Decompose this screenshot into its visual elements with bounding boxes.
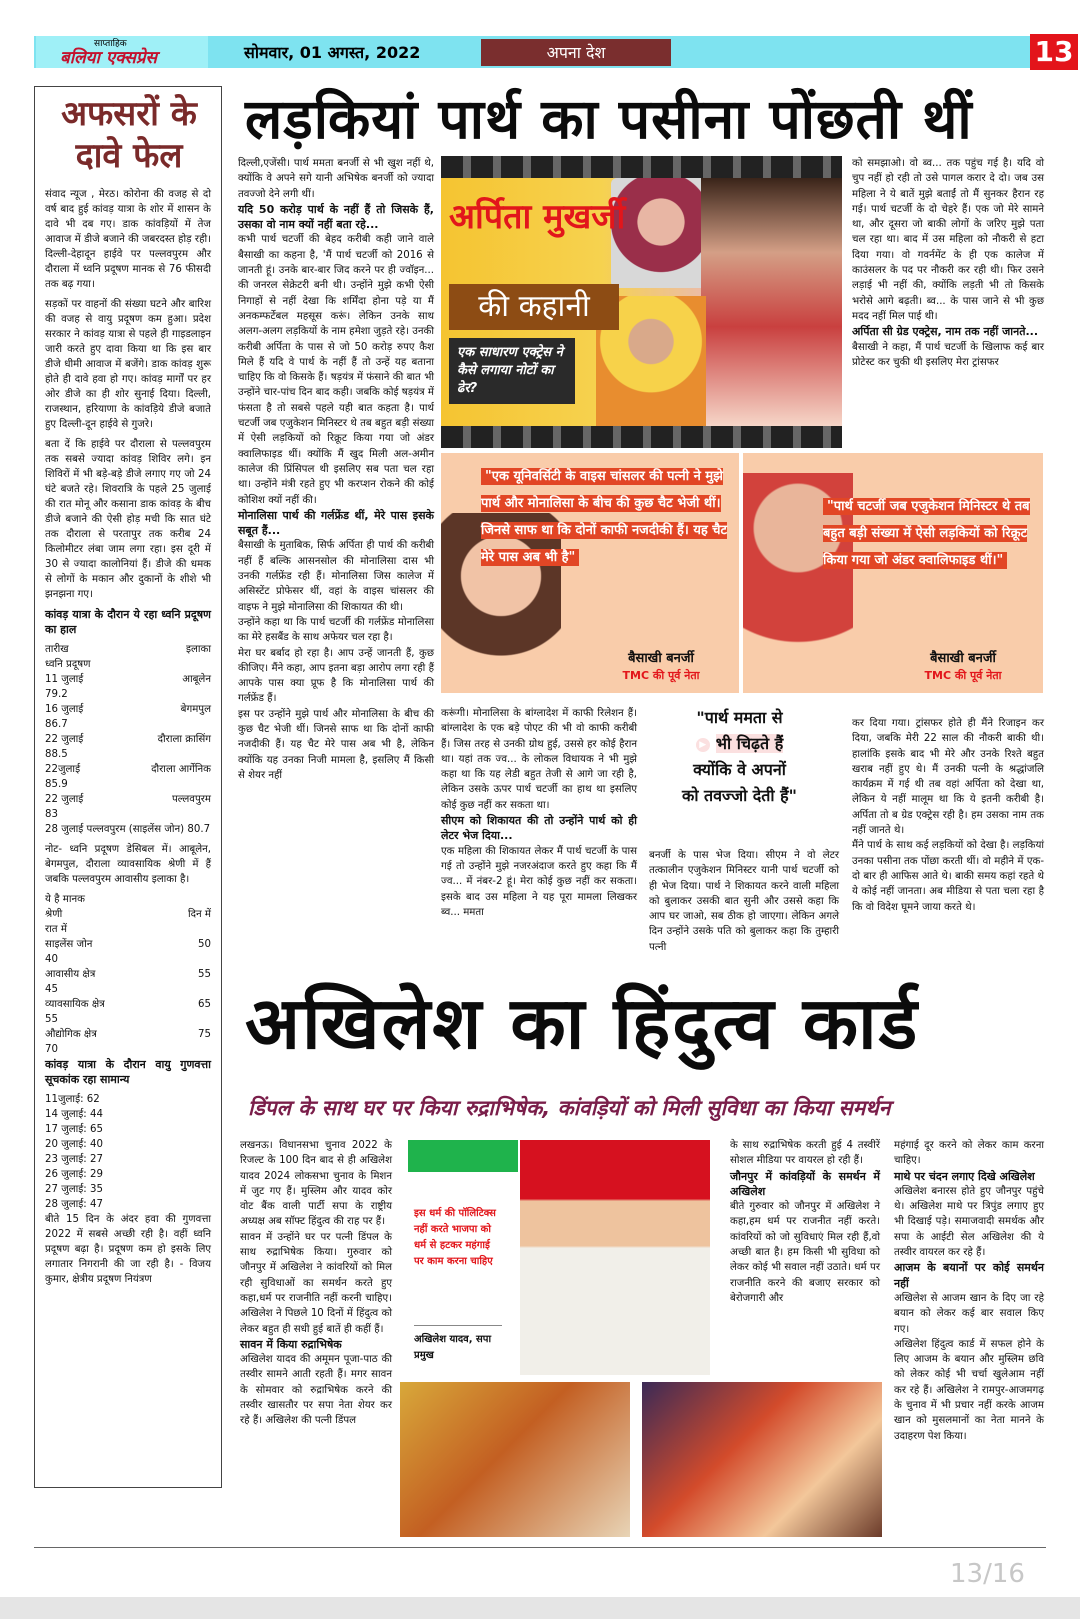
subheading: माथे पर चंदन लगाए दिखे अखिलेश [894, 1169, 1035, 1183]
quote-author-title: TMC की पूर्व नेता [622, 669, 700, 682]
quote-author: बैसाखी बनर्जी [628, 651, 694, 666]
paragraph: कभी पार्थ चटर्जी की बेहद करीबी कही जाने वाले बैसाखी का कहना है, 'मैं पार्थ चटर्जी को 2016 से जानती हूं। उनके बार-बार जिद करने पर ही ज्वॉइन... की जनरल सेक्रेटरी बनी थी। उन्होंने मुझे कभी ऐसी निगाहों से नहीं देखा कि शर्मिंदा होना पड़े या मैं अनकम्फर्टेबल महसूस करूं। लेकिन उनके साथ अलग-अलग लड़कियों के नाम हमेशा जुड़ते रहे। उनकी करीबी अर्पिता के पास से जो 50 करोड़ रुपए कैश मिले हैं यदि वे पार्थ के नहीं हैं तो उन्हें यह बताना चाहिए कि वो किसके हैं। षड़यंत्र में फंसाने की बात भी उन्होंने चार-पांच दिन बाद कही। जबकि कोई षड़यंत्र में फंसता है तो सबसे पहले यही बात कहता है। पार्थ चटर्जी जब एजुकेशन मिनिस्टर थे तब बहुत बड़ी संख्या में ऐसी लड़कियों को रिक्रूट किया गया जो अंडर क्वालिफाइड थीं। क्योंकि मैं खुद मिली अल-अमीन कालेज की प्रिंसिपल थी इसलिए सब पता चल रहा था। उन्होंने मंत्री रहते हुए भी करप्शन रोकने की कोई कोशिश क्यों नहीं की। [238, 234, 434, 506]
quote-line [647, 731, 832, 757]
subheading: जौनपुर में कांवड़ियों के समर्थन में अखिलेश [730, 1169, 880, 1198]
feature-name: अर्पिता मुखर्जी [449, 197, 626, 237]
quote-line: "पार्थ ममता से [696, 708, 783, 727]
page-number: 13 [1030, 34, 1078, 70]
paragraph: एक महिला की शिकायत लेकर मैं पार्थ चटर्जी के पास गई तो उन्होंने मुझे नजरअंदाज करते हुए कहा कि मैं ज्व... में नंबर-2 हूं। मेरा कोई कुछ नहीं कर सकता। इसके बाद उस महिला ने यह पूरा मामला लिखकर ब्व... ममता [441, 845, 637, 918]
paragraph: अखिलेश हिंदुत्व कार्ड में सफल होने के लिए आजम के बयान और मुस्लिम छवि को लेकर कोई भी चर्चा खुलेआम नहीं कर रहे हैं। अखिलेश ने रामपुर-आजमगढ़ के चुनाव में भी प्रचार नहीं करके आजम खान को मुसलमानों का नेता मानने के उदाहरण पेश किया। [894, 1338, 1044, 1442]
subheading: मोनालिसा पार्थ की गर्लफ्रेंड थीं, मेरे पास इसके सबूत हैं... [238, 508, 434, 538]
sidebar-paragraph: संवाद न्यूज , मेरठ। कोरोना की वजह से दो वर्ष बाद हुई कांवड़ यात्रा के शोर में शासन के दावे भी दब गए। डाक कांवड़ियों में तेज आवाज में डीजे बजाने की जबरदस्त होड़ रही। दिल्ली-देहादून हाईवे पर पल्लवपुरम और दौराला में ध्वनि प्रदूषण मानक से 76 फीसदी तक बढ़ गया। [45, 189, 211, 290]
masthead [34, 35, 1074, 68]
masthead-logo [36, 36, 208, 68]
play-icon: ▶ [696, 738, 710, 752]
table-cell: 65 [198, 999, 211, 1010]
table-row [45, 702, 211, 717]
table-cell: 45 [45, 984, 58, 995]
quote-text [481, 463, 731, 571]
table-cell: पल्लवपुरम [172, 794, 211, 805]
paragraph: बैसाखी ने कहा, मैं पार्थ चटर्जी के खिलाफ कई बार प्रोटेस्ट कर चुकी थी इसलिए मेरा ट्रांसफर [852, 341, 1044, 368]
table-header-cell: ध्वनि प्रदूषण [45, 659, 91, 670]
table-cell: 22 जुलाई [45, 794, 84, 805]
table-cell: दौराला आर्गेनिक [151, 764, 211, 775]
table-cell: 22 जुलाई [45, 734, 84, 745]
akhilesh-photo [520, 1140, 710, 1375]
table-row: 28 जुलाई पल्लवपुरम (साइलेंस जोन) 80.7 [45, 824, 211, 835]
quote-text [823, 493, 1038, 574]
paragraph: लखनऊ। विधानसभा चुनाव 2022 के रिजल्ट के 100 दिन बाद से ही अखिलेश यादव 2024 लोकसभा चुनाव के मिशन में जुट गए हैं। मुस्लिम और यादव कोर वोट बैंक वाली पार्टी सपा के राष्ट्रीय अध्यक्ष अब सॉफ्ट हिंदुत्व की राह पर हैं। [240, 1140, 392, 1228]
subheading: यदि 50 करोड़ पार्थ के नहीं हैं तो जिसके हैं, उसका वो नाम क्यों नहीं बता रहे... [238, 202, 434, 232]
pull-quote-2 [743, 453, 1043, 693]
story2-headline: अखिलेश का हिंदुत्व कार्ड [245, 981, 920, 1065]
feature-subtitle: एक साधारण एक्ट्रेस ने कैसे लगाया नोटों का ढेर? [449, 338, 575, 404]
feature-title: की कहानी [449, 284, 619, 330]
issue-date: सोमवार, 01 अगस्त, 2022 [244, 43, 421, 62]
story1-column-2 [441, 706, 637, 920]
paragraph: इस पर उन्होंने मुझे पार्थ और मोनालिसा के बीच की कुछ चैट भेजी थीं। जिनसे साफ था कि दोनों काफी नजदीकी हैं। यह चैट मेरे पास अब भी है, लेकिन क्योंकि यह उनका निजी मामला है, इसलिए मैं किसी से शेयर नहीं [238, 708, 434, 781]
viewer-bottom-bar [0, 1597, 1080, 1619]
quote-author: बैसाखी बनर्जी [930, 651, 996, 666]
table-header-cell: तारीख [45, 644, 69, 655]
arpita-feature-image [441, 156, 842, 448]
logo-title: बलिया एक्सप्रेस [60, 48, 158, 68]
table-cell: 88.5 [45, 749, 68, 760]
story2-column-3 [730, 1138, 880, 1306]
table-cell: व्यावसायिक क्षेत्र [45, 999, 105, 1010]
table-row [45, 672, 211, 687]
sidebar-subheading: कांवड़ यात्रा के दौरान वायु गुणवत्ता सूचकांक रहा सामान्य [45, 1058, 211, 1086]
standards-title: ये है मानक [45, 894, 86, 905]
pull-quote-1 [441, 453, 739, 693]
table-row [45, 997, 211, 1012]
list-item: 26 जुलाई: 29 [45, 1169, 103, 1180]
subheading: सावन में किया रुद्राभिषेक [240, 1337, 342, 1351]
story1-column-5 [852, 716, 1044, 915]
list-item: 28 जुलाई: 47 [45, 1199, 103, 1210]
quote-line: क्योंकि वे अपनों [693, 760, 786, 779]
section-label: अपना देश [481, 39, 671, 66]
table-cell: 55 [45, 1014, 58, 1025]
sidebar-note: नोट- ध्वनि प्रदूषण डेसिबल में। आबूलेन, बेगमपुल, दौराला व्यावसायिक श्रेणी में हैं जबकि पल्लवपुरम आवासीय इलाका है। [45, 844, 211, 885]
story2-column-4 [894, 1138, 1044, 1444]
table-cell: 83 [45, 809, 58, 820]
list-item: 23 जुलाई: 27 [45, 1154, 103, 1165]
actress-photo [701, 178, 842, 426]
story1-headline: लड़कियां पार्थ का पसीना पोंछती थीं [245, 87, 973, 151]
akhilesh-photo-box [400, 1140, 710, 1375]
quote-text-span: "एक यूनिवर्सिटी के वाइस चांसलर की पत्नी ने मुझे पार्थ और मोनालिसा के बीच की कुछ चैट भेजी थीं। जिनसे साफ था कि दोनों काफी नजदीकी हैं। यह चैट मेरे पास अब भी है" [481, 469, 728, 565]
table-header [45, 907, 211, 922]
table-cell: 75 [198, 1029, 211, 1040]
paragraph: उन्होंने कहा था कि पार्थ चटर्जी की गर्लफ्रेंड मोनालिसा का मेरे हसबैंड के साथ अफेयर चल रहा है। [238, 616, 434, 644]
table-row [45, 792, 211, 807]
rudrabhishek-photo [400, 1382, 630, 1537]
accent-bar [408, 1140, 518, 1172]
photo-quote: इस धर्म की पॉलिटिक्स नहीं करते भाजपा को धर्म से हटकर महंगाई पर काम करना चाहिए [414, 1208, 496, 1267]
subheading: सीएम को शिकायत की तो उन्होंने पार्थ को ही लेटर भेज दिया... [441, 814, 637, 843]
footer-divider [34, 1547, 1046, 1548]
table-cell: 70 [45, 1044, 58, 1055]
table-row [45, 732, 211, 747]
table-cell: 22जुलाई [45, 764, 81, 775]
story2-subheadline: डिंपल के साथ घर पर किया रुद्राभिषेक, कांवड़ियों को मिली सुविधा का किया समर्थन [248, 1096, 891, 1120]
table-cell: 50 [198, 939, 211, 950]
paragraph: बनर्जी के पास भेज दिया। सीएम ने वो लेटर तत्कालीन एजुकेशन मिनिस्टर यानी पार्थ चटर्जी को ही भेज दिया। पार्थ ने शिकायत करने वाली महिला को बुलाकर उसकी बात सुनी और उससे कहा कि आप घर जाओ, सब ठीक हो जाएगा। लेकिन अगले दिन उन्होंने उसके पति को बुलाकर कहा कि तुम्हारी पत्नी [649, 850, 839, 953]
table-cell: आवासीय क्षेत्र [45, 969, 96, 980]
quote-text-span: "पार्थ चटर्जी जब एजुकेशन मिनिस्टर थे तब बहुत बड़ी संख्या में ऐसी लड़कियों को रिक्रूट किया गया जो अंडर क्वालिफाइड थीं।" [823, 499, 1030, 568]
table-header-cell: दिन में [187, 909, 211, 920]
sidebar-headline: अफसरों के दावे फेल [61, 94, 197, 176]
subheading: अर्पिता सी ग्रेड एक्ट्रेस, नाम तक नहीं जानते... [852, 325, 1039, 339]
paragraph: सावन में उन्होंने घर पर पत्नी डिंपल के साथ रुद्राभिषेक किया। गुरुवार को जौनपुर में अखिलेश ने कांवरियों को मिल रही सुविधाओं का समर्थन करते हुए कहा,धर्म पर राजनीति नहीं करनी चाहिए। अखिलेश ने पिछले 10 दिनों में हिंदुत्व को लेकर बहुत ही सधी हुई बातें ही कहीं हैं। [240, 1231, 392, 1335]
sidebar-paragraph: बता दें कि हाईवे पर दौराला से पल्लवपुरम तक सबसे ज्यादा कांवड़ शिविर लगे। इन शिविरों में भी बड़े-बड़े डीजे लगाए गए जो 24 घंटे बजते रहे। शिवरात्रि के पहले 25 जुलाई की रात मोनू और कसाना डाक कांवड़ के बीच डीजे बजाने की ऐसी होड़ मची कि सात घंटे तक दौराला से परतापुर तक करीब 24 किलोमीटर लंबा जाम लगा रहा। इस दूरी में 30 से ज्यादा कालोनियां हैं। डीजे की धमक से लोगों के मकान और दुकानों के शीशे भी झनझना गए। [45, 439, 211, 600]
paragraph: मेरा घर बर्बाद हो रहा है। आप उन्हें जानती हैं, कुछ कीजिए। मैंने कहा, आप इतना बड़ा आरोप लगा रही हैं आपके पास क्या प्रूफ है कि मोनालिसा पार्थ की गर्लफ्रेंड हैं। [238, 647, 434, 705]
list-item: 14 जुलाई: 44 [45, 1109, 103, 1120]
sidebar-story [34, 86, 222, 1488]
table-row [45, 762, 211, 777]
photo-caption: अखिलेश यादव, सपा प्रमुख [414, 1325, 502, 1364]
table-cell: 86.7 [45, 719, 68, 730]
film-strip [441, 426, 842, 448]
sidebar-body [45, 187, 211, 1292]
table-row [45, 967, 211, 982]
paragraph: अखिलेश यादव की अमूमन पूजा-पाठ की तस्वीर सामने आती रहती हैं। मगर सावन के सोमवार को रुद्राभिषेक करने की तस्वीर खासतौर पर सपा नेता शेयर कर रहे हैं। अखिलेश की पत्नी डिंपल [240, 1354, 392, 1427]
actress-photo [611, 178, 711, 288]
table-cell: औद्योगिक क्षेत्र [45, 1029, 97, 1040]
table-cell: आबूलेन [182, 674, 211, 685]
paragraph: कर दिया गया। ट्रांसफर होते ही मैंने रिजाइन कर दिया, जबकि मेरी 22 साल की नौकरी बाकी थी। हालांकि इसके बाद भी मेरे और उनके रिश्ते बहुत खराब नहीं हुए थे। मैं उनकी पत्नी के श्रद्धांजलि कार्यक्रम में गई थी तब वहां अर्पिता को देखा था, लेकिन ये नहीं मालूम था कि ये इतनी करीबी है। अर्पिता तो ब ग्रेड एक्ट्रेस रही है। हम उसका नाम तक नहीं जानते थे। [852, 718, 1044, 837]
paragraph: दिल्ली,एजेंसी। पार्थ ममता बनर्जी से भी खुश नहीं थे, क्योंकि वे अपने सगे यानी अभिषेक बनर्जी को ज्यादा तवज्जो देने लगी थीं। [238, 158, 434, 200]
story1-column-3 [649, 848, 839, 955]
quote-line: को तवज्जो देती हैं" [682, 786, 797, 805]
subheading: आजम के बयानों पर कोई समर्थन नहीं [894, 1261, 1044, 1290]
paragraph: बैसाखी के मुताबिक, सिर्फ अर्पिता ही पार्थ की करीबी नहीं हैं बल्कि आसनसोल की मोनालिसा दास भी उनकी गर्लफ्रेंड रही हैं। मोनालिसा जिस कालेज में असिस्टेंट प्रोफेसर थीं, वहां के वाइस चांसलर की वाइफ ने मुझे मोनालिसा की शिकायत की थी। [238, 540, 434, 613]
paragraph: बीते गुरुवार को जौनपुर में अखिलेश ने कहा,हम धर्म पर राजनीत नहीं करते। कांवरियों को जो सुविधाएं मिल रही हैं,वो अच्छी बात है। हम किसी भी सुविधा को लेकर कोई भी सवाल नहीं उठाते। धर्म पर राजनीति करने की बजाए सरकार को बेरोजगारी और [730, 1201, 880, 1304]
table-header-cell: इलाका [185, 644, 211, 655]
sidebar-subheading: कांवड़ यात्रा के दौरान ये रहा ध्वनि प्रदूषण का हाल [45, 608, 211, 636]
table-row [45, 1027, 211, 1042]
film-strip [441, 156, 842, 178]
pull-quote-3 [647, 705, 832, 835]
list-item: 11जुलाई: 62 [45, 1094, 100, 1105]
quote-author-title: TMC की पूर्व नेता [924, 669, 1002, 682]
table-header-cell: रात में [45, 924, 67, 935]
list-item: 20 जुलाई: 40 [45, 1139, 103, 1150]
paragraph: करूंगी। मोनालिसा के बांग्लादेश में काफी रिलेशन हैं। बांग्लादेश के एक बड़े पोएट की भी वो काफी करीबी हैं। जिस तरह से उनकी ग्रोथ हुई, उससे हर कोई हैरान था। यहां तक ज्व... के लोकल विधायक ने भी मुझे कहा था कि यह लेडी बहुत तेजी से आगे जा रही है, लेकिन उसके ऊपर पार्थ चटर्जी का हाथ था इसलिए कोई कुछ नहीं कर सकता था। [441, 708, 637, 811]
table-cell: साइलेंस जोन [45, 939, 93, 950]
table-cell: 55 [198, 969, 211, 980]
quote-line-text: भी चिढ़ते हैं [715, 734, 784, 753]
table-cell: 11 जुलाई [45, 674, 84, 685]
paragraph: अखिलेश से आजम खान के दिए जा रहे बयान को लेकर कई बार सवाल किए गए। [894, 1292, 1044, 1335]
logo-tagline: साप्ताहिक [94, 39, 127, 49]
story1-column-4 [852, 156, 1044, 370]
sidebar-paragraph: सड़कों पर वाहनों की संख्या घटने और बारिश की वजह से वायु प्रदूषण कम हुआ। प्रदेश सरकार ने कांवड़ यात्रा से पहले ही गाइडलाइन जारी करते हुए दावा किया था कि इस बार डीजे धीमी आवाज में बजेंगे। डाक कांवड़ शुरू होते ही दावे हवा हो गए। कांवड़ मार्गों पर हर ओर डीजे का ही शोर सुनाई दिया। दिल्ली, राजस्थान, हरियाणा के कांवड़िये डीजे बजाते हुए दिल्ली-दून हाईवे से गुजरे। [45, 299, 211, 430]
table-cell: बेगमपुल [180, 704, 211, 715]
table-header-cell: श्रेणी [45, 909, 63, 920]
paragraph: के साथ रुद्राभिषेक करती हुई 4 तस्वीरें सोशल मीडिया पर वायरल हो रही हैं। [730, 1140, 880, 1167]
paragraph: मैंने पार्थ के साथ कई लड़कियों को देखा है। लड़कियां उनका पसीना तक पोंछा करती थीं। वो महीने में एक-दो बार ही आफिस आते थे। बाकी समय कहां रहते थे ये कोई नहीं जानता। अब मीडिया से पता चला रहा है कि वो विदेश घूमने जाया करते थे। [852, 840, 1044, 913]
table-cell: दौराला क्रासिंग [157, 734, 211, 745]
table-cell: 16 जुलाई [45, 704, 84, 715]
story2-column-1 [240, 1138, 392, 1429]
paragraph: को समझाओ। वो ब्व... तक पहुंच गई है। यदि वो चुप नहीं हो रही तो उसे पागल करार दे दो। जब उस महिला ने ये बातें मुझे बताईं तो मैं सुनकर हैरान रह गई। पार्थ चटर्जी के दो चेहरे हैं। एक जो मेरे सामने था, और दूसरा जो बाकी लोगों के जरिए मुझे पता चल रहा था। बाद में उस महिला को नौकरी से हटा दिया गया। वो गवर्नमेंट के ही एक कालेज में काउंसलर के पद पर नौकरी कर रही थी। फिर उसने लड़ाई भी नहीं की, क्योंकि लड़ती भी तो किसके भरोसे आगे बढ़ती। ब्व... के पास जाने से भी कुछ मदद नहीं मिल पाई थी। [852, 158, 1044, 322]
table-row [45, 937, 211, 952]
paragraph: अखिलेश बनारस होते हुए जौनपुर पहुंचे थे। अखिलेश माथे पर त्रिपुंड लगाए हुए भी दिखाई पड़े। समाजवादी समर्थक और सपा के आईटी सेल अखिलेश की ये तस्वीर वायरल कर रहे हैं। [894, 1185, 1044, 1259]
list-item: 27 जुलाई: 35 [45, 1184, 103, 1195]
table-cell: 85.9 [45, 779, 68, 790]
table-cell: 79.2 [45, 689, 68, 700]
table-header [45, 642, 211, 657]
table-cell: 40 [45, 954, 58, 965]
list-item: 17 जुलाई: 65 [45, 1124, 103, 1135]
puja-photo [642, 1382, 882, 1537]
paragraph: महंगाई दूर करने को लेकर काम करना चाहिए। [894, 1140, 1044, 1167]
story1-column-1 [238, 156, 434, 783]
sidebar-paragraph: बीते 15 दिन के अंदर हवा की गुणवत्ता 2022 में सबसे अच्छी रही है। वहीं ध्वनि प्रदूषण बढ़ा है। प्रदूषण कम हो इसके लिए लगातार निगरानी की जा रही है। - विजय कुमार, क्षेत्रीय प्रदूषण नियंत्रण [45, 1214, 211, 1285]
page-counter: 13/16 [950, 1559, 1025, 1589]
